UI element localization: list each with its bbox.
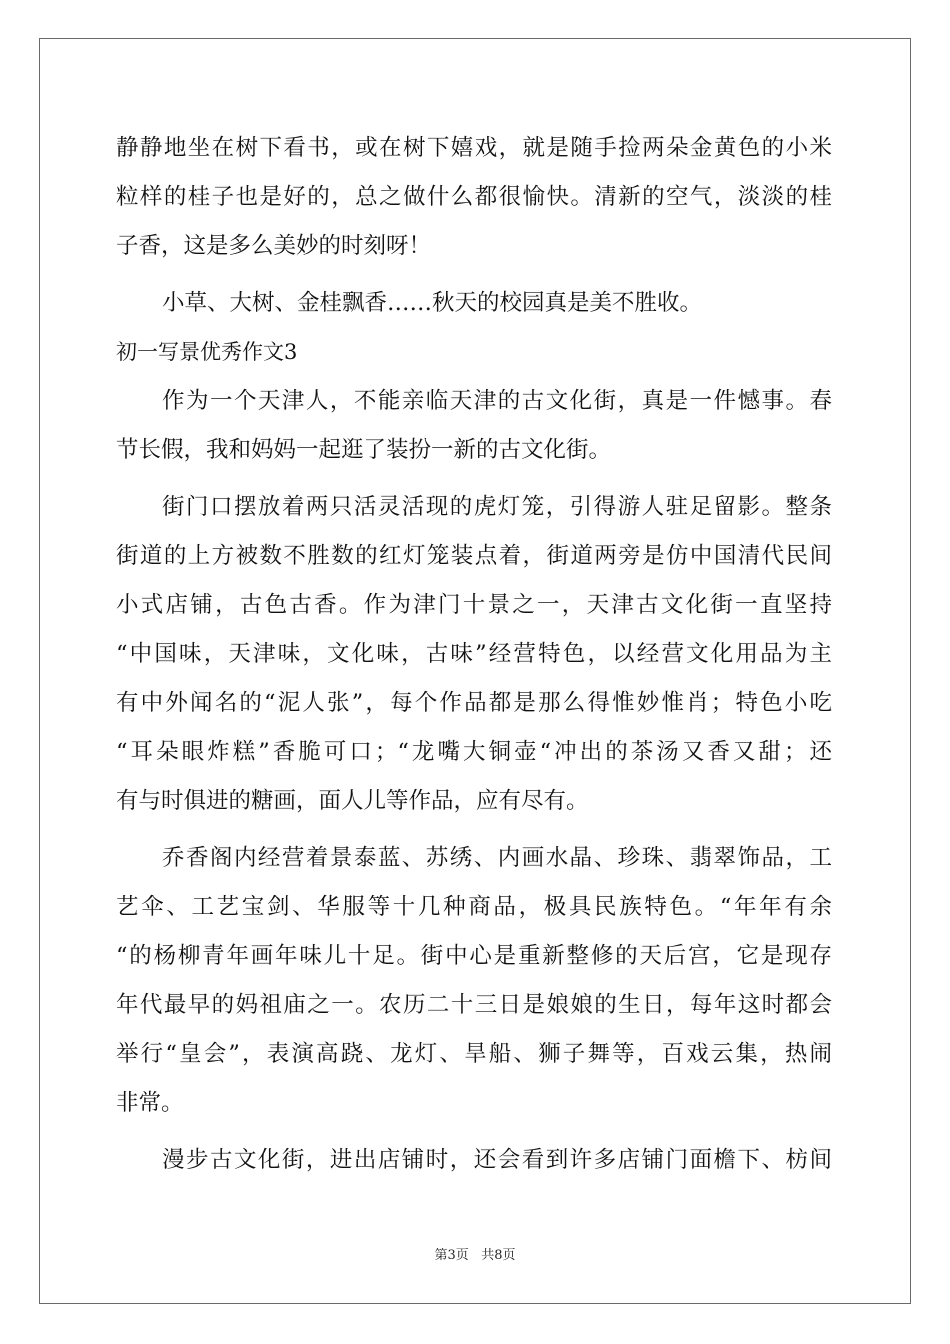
- text-line: 小草、大树、金桂飘香……秋天的校园真是美不胜收。: [162, 290, 703, 316]
- text-line: 节长假，我和妈妈一起逛了装扮一新的古文化街。: [116, 437, 612, 463]
- text-line: 小式店铺，古色古香。作为津门十景之一，天津古文化街一直坚持: [116, 592, 832, 618]
- text-line: 年代最早的妈祖庙之一。农历二十三日是娘娘的生日，每年这时都会: [116, 992, 832, 1018]
- text-line: “中国味，天津味，文化味，古味”经营特色，以经营文化用品为主: [116, 641, 832, 667]
- text-line: 非常。: [116, 1090, 184, 1116]
- text-line: 子香，这是多么美妙的时刻呀！: [116, 233, 432, 259]
- text-line: 有与时俱进的糖画，面人儿等作品，应有尽有。: [116, 788, 589, 814]
- text-line: 粒样的桂子也是好的，总之做什么都很愉快。清新的空气，淡淡的桂: [116, 184, 832, 210]
- document-body: [116, 124, 832, 1185]
- text-line: 作为一个天津人，不能亲临天津的古文化街，真是一件憾事。春: [162, 388, 832, 414]
- text-line: 举行“皇会”，表演高跷、龙灯、旱船、狮子舞等，百戏云集，热闹: [116, 1041, 832, 1067]
- text-line: 街道的上方被数不胜数的红灯笼装点着，街道两旁是仿中国清代民间: [116, 543, 832, 569]
- text-line: 艺伞、工艺宝剑、华服等十几种商品，极具民族特色。“年年有余: [116, 894, 832, 920]
- text-line: 街门口摆放着两只活灵活现的虎灯笼，引得游人驻足留影。整条: [162, 494, 832, 520]
- text-line: “的杨柳青年画年味儿十足。街中心是重新整修的天后宫，它是现存: [116, 943, 832, 969]
- page-number: 第3页: [434, 1248, 469, 1263]
- page-footer: [0, 1244, 950, 1263]
- text-line: 有中外闻名的“泥人张”，每个作品都是那么得惟妙惟肖；特色小吃: [116, 690, 832, 716]
- text-line: 乔香阁内经营着景泰蓝、苏绣、内画水晶、珍珠、翡翠饰品，工: [162, 845, 832, 871]
- text-line: “耳朵眼炸糕”香脆可口；“龙嘴大铜壶“冲出的茶汤又香又甜；还: [116, 739, 832, 765]
- text-line: 静静地坐在树下看书，或在树下嬉戏，就是随手捡两朵金黄色的小米: [116, 135, 832, 161]
- page-total: 共8页: [481, 1248, 516, 1263]
- text-line: 漫步古文化街，进出店铺时，还会看到许多店铺门面檐下、枋间: [162, 1147, 832, 1173]
- section-heading: 初一写景优秀作文3: [116, 340, 298, 364]
